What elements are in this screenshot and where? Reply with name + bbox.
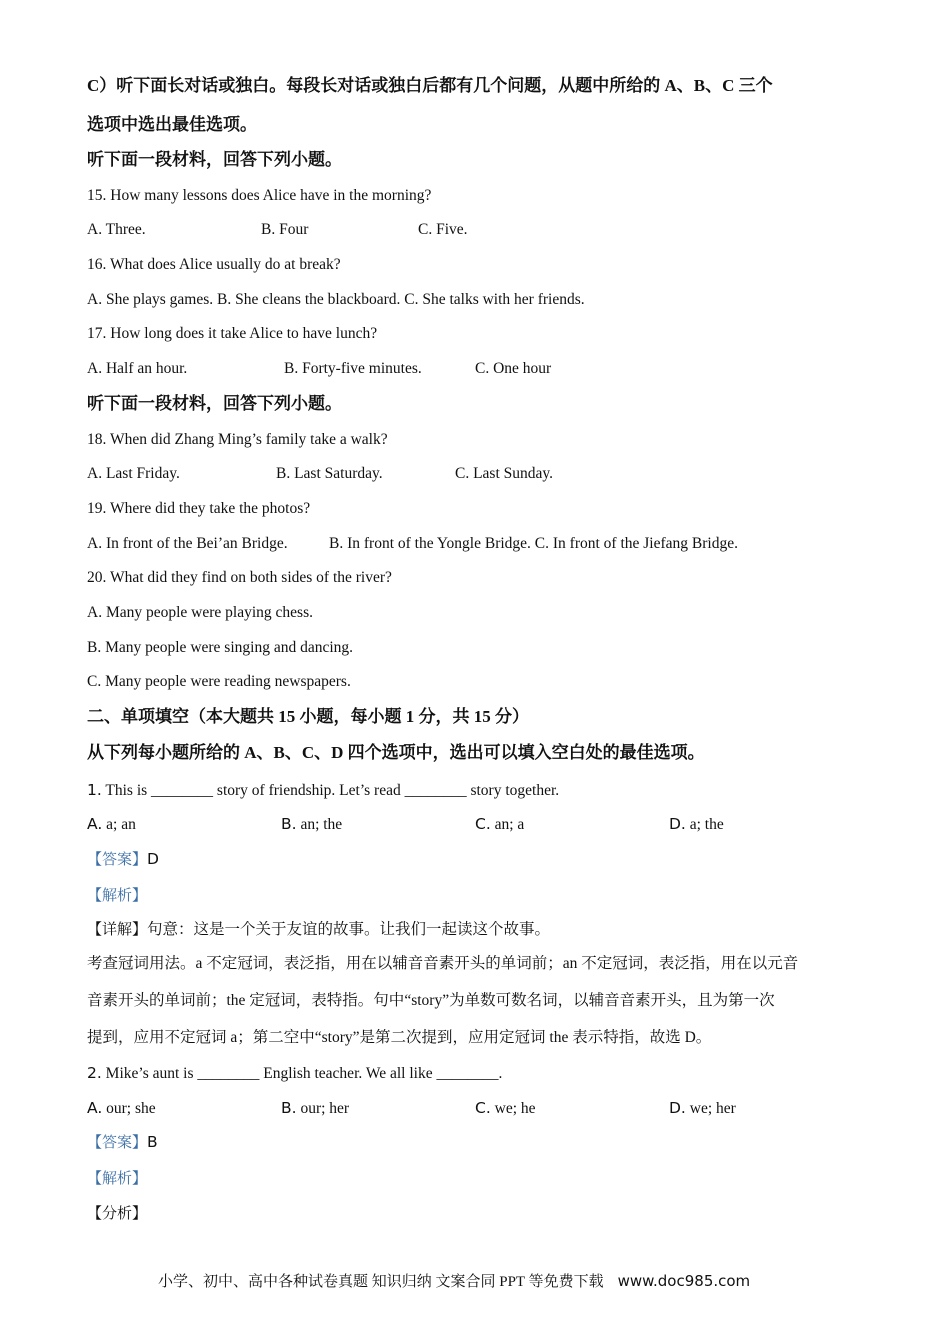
footer-url[interactable]: www.doc985.com [617,1272,751,1290]
q19-option-a: A. In front of the Bei’an Bridge. [87,535,288,552]
footer-text: 小学、初中、高中各种试卷真题 知识归纳 文案合同 PPT 等免费下载 [158,1274,604,1290]
q17-option-a: A. Half an hour. [87,360,188,377]
analysis-label: 【解析】 [87,886,148,904]
q1-option-a [87,814,136,835]
fenxi-label: 【分析】 [87,1204,148,1222]
q1-detail [87,919,550,940]
q20-option-a: A. Many people were playing chess. [87,604,313,621]
q2-option-b-letter: B. [281,1099,297,1117]
q1-analysis [87,885,147,906]
section-2-instruction: 从下列每小题所给的 A、B、C、D 四个选项中，选出可以填入空白处的最佳选项。 [87,743,705,762]
q17-option-c: C. One hour [475,360,552,377]
section-c-heading: C）听下面长对话或独白。每段长对话或独白后都有几个问题，从题中所给的 A、B、C 三个 [87,76,773,95]
question-2-text: Mike’s aunt is ________ English teacher. We all like ________. [105,1065,503,1082]
q2-option-c-text: we; he [494,1100,536,1117]
question-17: 17. How long does it take Alice to have lunch? [87,325,378,342]
q1-option-d-letter: D. [669,815,686,833]
q20-option-b: B. Many people were singing and dancing. [87,639,354,656]
section-c-heading-cont: 选项中选出最佳选项。 [87,115,257,134]
q2-answer [87,1132,158,1153]
q15-option-c: C. Five. [418,221,468,238]
answer-value: B [147,1133,158,1151]
q2-option-a-letter: A. [87,1099,103,1117]
question-18: 18. When did Zhang Ming’s family take a walk? [87,431,388,448]
q1-option-a-letter: A. [87,815,103,833]
question-20: 20. What did they find on both sides of the river? [87,569,392,586]
detail-label: 【详解】 [87,920,148,938]
question-2 [87,1063,502,1084]
q1-option-a-text: a; an [106,816,136,833]
q1-option-b-text: an; the [300,816,343,833]
analysis-label: 【解析】 [87,1169,148,1187]
q1-option-d [669,814,724,835]
q18-option-a: A. Last Friday. [87,465,180,482]
question-1-number: 1. [87,781,102,799]
question-1-text: This is ________ story of friendship. Let’s read ________ story together. [105,782,560,799]
q2-option-d-text: we; her [689,1100,736,1117]
q2-option-b [281,1098,349,1119]
q18-option-b: B. Last Saturday. [276,465,383,482]
question-2-number: 2. [87,1064,102,1082]
q1-option-c-letter: C. [475,815,491,833]
instruction-2: 听下面一段材料，回答下列小题。 [87,394,342,413]
answer-label: 【答案】 [87,1133,148,1151]
q15-option-b: B. Four [261,221,309,238]
q1-explanation-line-3: 提到，应用不定冠词 a；第二空中“story”是第二次提到，应用定冠词 the 表示特指，故选 D。 [87,1029,712,1046]
q15-option-a: A. Three. [87,221,146,238]
q19-option-bc: B. In front of the Yongle Bridge. C. In front of the Jiefang Bridge. [329,535,738,552]
q2-option-a-text: our; she [106,1100,156,1117]
detail-text: 句意：这是一个关于友谊的故事。让我们一起读这个故事。 [147,921,551,938]
q1-explanation-line-2: 音素开头的单词前；the 定冠词，表特指。句中“story”为单数可数名词，以辅音音素开头，且为第一次 [87,992,775,1009]
q2-option-b-text: our; her [300,1100,350,1117]
page-footer [158,1270,750,1291]
answer-value: D [147,850,159,868]
q1-option-b-letter: B. [281,815,297,833]
question-19: 19. Where did they take the photos? [87,500,311,517]
question-15: 15. How many lessons does Alice have in the morning? [87,187,432,204]
section-2-heading: 二、单项填空（本大题共 15 小题，每小题 1 分，共 15 分） [87,707,529,726]
question-16: 16. What does Alice usually do at break? [87,256,341,273]
answer-label: 【答案】 [87,850,148,868]
q16-options: A. She plays games. B. She cleans the blackboard. C. She talks with her friends. [87,291,585,308]
q2-analysis [87,1168,147,1189]
q1-option-b [281,814,342,835]
q1-explanation-line-1: 考查冠词用法。a 不定冠词，表泛指，用在以辅音音素开头的单词前；an 不定冠词，表泛指，用在以元音 [87,955,799,972]
q1-option-d-text: a; the [689,816,724,833]
q2-option-c [475,1098,536,1119]
q2-option-d [669,1098,736,1119]
q1-option-c [475,814,524,835]
q18-option-c: C. Last Sunday. [455,465,554,482]
q2-fenxi [87,1203,147,1224]
q1-option-c-text: an; a [494,816,525,833]
q2-option-d-letter: D. [669,1099,686,1117]
instruction-1: 听下面一段材料，回答下列小题。 [87,150,342,169]
q17-option-b: B. Forty-five minutes. [284,360,422,377]
question-1 [87,780,559,801]
q20-option-c: C. Many people were reading newspapers. [87,673,351,690]
q2-option-a [87,1098,156,1119]
q1-answer [87,849,159,870]
q2-option-c-letter: C. [475,1099,491,1117]
